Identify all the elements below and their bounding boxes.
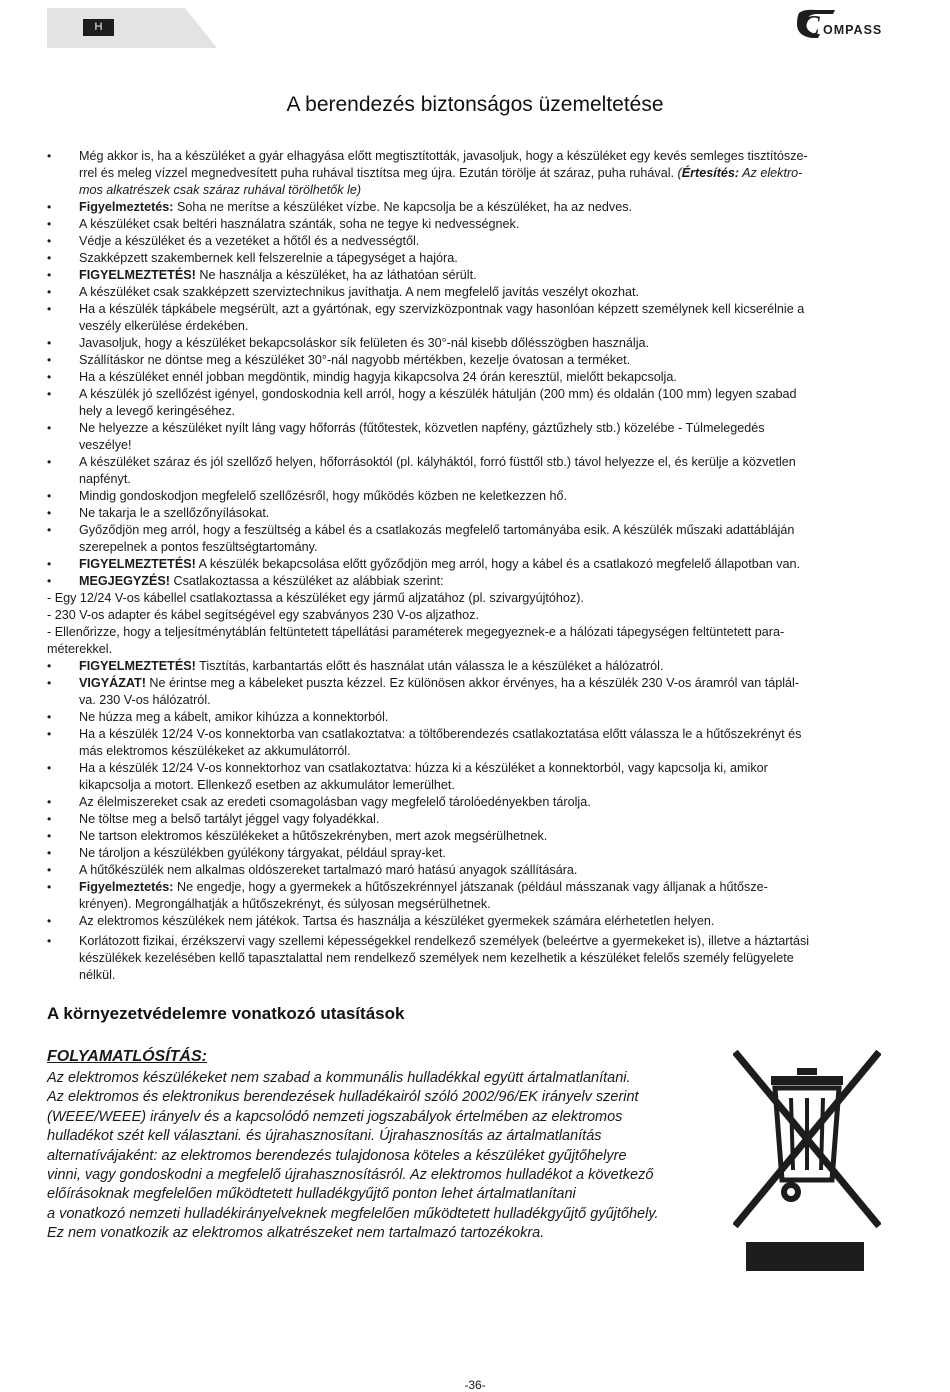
safety-item [47, 811, 903, 828]
safety-item-text: FIGYELMEZTETÉS! [79, 557, 196, 571]
logo-initial: C [801, 11, 820, 40]
recycling-line: előírásoknak megfelelően működtetett hulladékgyűjtő ponton lehet ártalmatlanítani [47, 1186, 576, 1203]
safety-item [47, 488, 903, 505]
safety-item [47, 879, 903, 913]
safety-item-text: más elektromos készülékeket az akkumulátorról. [79, 744, 351, 758]
safety-item-text: Mindig gondoskodjon megfelelő szellőzésről, hogy működés közben ne keletkezzen hő. [79, 489, 567, 503]
safety-item [47, 386, 903, 420]
recycling-line: alternatívájaként: az elektromos berendezés tulajdonosa köteles a készüléket gyűjtőhelyre [47, 1147, 627, 1164]
safety-item-text: napfényt. [79, 472, 131, 486]
safety-item-text: szerepelnek a pontos feszültségtartomány. [79, 540, 318, 554]
safety-item-text: veszély elkerülése érdekében. [79, 319, 249, 333]
safety-item [47, 862, 903, 879]
safety-item-text: Ne tároljon a készülékben gyúlékony tárgyakat, például spray-ket. [79, 846, 446, 860]
safety-item-text: Ne használja a készüléket, ha az láthatóan sérült. [195, 268, 477, 282]
safety-item-text: Figyelmeztetés: [79, 200, 174, 214]
safety-item-text: Ne engedje, hogy a gyermekek a hűtőszekrénnyel játszanak (például másszanak vagy álljanak a hűtősze- [173, 880, 768, 894]
safety-item [47, 267, 903, 284]
safety-item [47, 420, 903, 454]
safety-item [47, 675, 903, 709]
safety-item-text: - 230 V-os adapter és kábel segítségével egy szabványos 230 V-os aljzathoz. [47, 608, 479, 622]
safety-item [47, 250, 903, 267]
separate-collection-bar [746, 1242, 864, 1271]
safety-item-text: Értesítés: [681, 166, 740, 180]
safety-item-text: hely a levegő keringéséhez. [79, 404, 236, 418]
safety-item-text: Az elektro- [739, 166, 803, 180]
safety-item [47, 352, 903, 369]
safety-item [47, 845, 903, 862]
safety-item-text: mos alkatrészek csak száraz ruhával törölhetők le) [79, 183, 362, 197]
safety-item-text: veszélye! [79, 438, 132, 452]
safety-item-text: A készüléket száraz és jól szellőző helyen, hőforrásoktól (pl. kályháktól, forró füsttől stb.) távol helyezze el, és kerülje a közvetlen [79, 455, 796, 469]
safety-instructions-list [47, 148, 903, 984]
recycling-line: hulladékot szét kell választani. és újrahasznosítani. Újrahasznosítás az ártalmatlanítás [47, 1128, 602, 1145]
safety-item-text: Ne takarja le a szellőzőnyílásokat. [79, 506, 270, 520]
safety-item [47, 709, 903, 726]
safety-item-text: va. 230 V-os hálózatról. [79, 693, 211, 707]
safety-item-text: Soha ne merítse a készüléket vízbe. Ne kapcsolja be a készüléket, ha az nedves. [173, 200, 633, 214]
safety-item-text: Még akkor is, ha a készüléket a gyár elhagyása előtt megtisztították, javasoljuk, hogy a készüléket egy kevés semleges tisztítósze- [79, 149, 808, 163]
safety-item [47, 284, 903, 301]
safety-item-text: készülékek kezelésében kellő tapasztalattal nem rendelkező személyek nem kezelhetik a készüléket felelős személy felügyelete [79, 951, 794, 965]
recycling-line: a vonatkozó nemzeti hulladékirányelveknek megfelelően működtetett hulladékgyűjtő gyűjtőhely. [47, 1205, 659, 1222]
safety-item [47, 760, 903, 794]
safety-item-text: Csatlakoztassa a készüléket az alábbiak szerint: [169, 574, 444, 588]
header-band [47, 8, 217, 48]
safety-item-text: Tisztítás, karbantartás előtt és használat után válassza le a készüléket a hálózatról. [195, 659, 664, 673]
safety-item-text: MEGJEGYZÉS! [79, 574, 170, 588]
recycling-text [47, 1069, 737, 1244]
safety-item-text: méterekkel. [47, 642, 113, 656]
safety-item [47, 522, 903, 556]
safety-item-text: Ha a készülék tápkábele megsérült, azt a gyártónak, egy szervizközpontnak vagy hasonlóan képzett személynek kell kicserélnie a [79, 302, 805, 316]
safety-item-text: A készülék jó szellőzést igényel, gondoskodnia kell arról, hogy a készülék hátulján (200 mm) és oldalán (100 mm) legyen szabad [79, 387, 797, 401]
safety-item [47, 505, 903, 522]
safety-item-text: A hűtőkészülék nem alkalmas oldószereket tartalmazó maró hatású anyagok szállítására. [79, 863, 578, 877]
recycling-line: (WEEE/WEEE) irányelv és a kapcsolódó nemzeti jogszabályok értelmében az elektromos [47, 1108, 623, 1125]
safety-item-text: Szakképzett szakembernek kell felszerelnie a tápegységet a hajóra. [79, 251, 458, 265]
safety-item-text: nélkül. [79, 968, 116, 982]
safety-item [47, 301, 903, 335]
logo-text: OMPASS [823, 23, 883, 37]
recycling-line: vinni, vagy gondoskodni a megfelelő újrahasznosításról. Az elektromos hulladékot a következő [47, 1167, 654, 1184]
safety-item-text: Az élelmiszereket csak az eredeti csomagolásban vagy megfelelő tárolóedényekben tárolja. [79, 795, 591, 809]
safety-item-text: Az elektromos készülékek nem játékok. Tartsa és használja a készüléket gyermekek számára elérhetetlen helyen. [79, 914, 715, 928]
safety-item [47, 454, 903, 488]
safety-item-text: Ne érintse meg a kábeleket puszta kézzel. Ez különösen akkor érvényes, ha a készülék 230 V-os áramról van táplál- [145, 676, 800, 690]
safety-item-text: kikapcsolja a motort. Ellenkező esetben az akkumulátor lemerülhet. [79, 778, 455, 792]
recycling-line: Az elektromos és elektronikus berendezések hulladékairól szóló 2002/96/EK irányelv szerint [47, 1089, 639, 1106]
page-number: -36- [464, 1378, 486, 1392]
safety-item-text: Figyelmeztetés: [79, 880, 174, 894]
safety-item-text: FIGYELMEZTETÉS! [79, 268, 196, 282]
safety-item-text: A készüléket csak beltéri használatra szánták, soha ne tegye ki nedvességnek. [79, 217, 520, 231]
safety-item-text: Korlátozott fizikai, érzékszervi vagy szellemi képességekkel rendelkező személyek (beleértve a gyermekeket is), illetve a háztartási [79, 934, 810, 948]
safety-item [47, 148, 903, 199]
safety-item [47, 233, 903, 250]
safety-item-text: Javasoljuk, hogy a készüléket bekapcsoláskor sík felületen és 30°-nál kisebb dőlésszögben használja. [79, 336, 649, 350]
safety-item-text: Ne húzza meg a kábelt, amikor kihúzza a konnektorból. [79, 710, 389, 724]
safety-item-text: Győződjön meg arról, hogy a feszültség a kábel és a csatlakozás megfelelő tartományába esik. A készülék műszaki adattábláján [79, 523, 795, 537]
language-tag: H [83, 19, 114, 36]
environment-heading: A környezetvédelemre vonatkozó utasítások [47, 1004, 405, 1023]
safety-item [47, 216, 903, 233]
dash-item [47, 607, 903, 624]
safety-item [47, 658, 903, 675]
safety-item-text: Védje a készüléket és a vezetéket a hőtől és a nedvességtől. [79, 234, 420, 248]
safety-item-text: VIGYÁZAT! [79, 676, 146, 690]
safety-item-text: Ha a készüléket ennél jobban megdöntik, mindig hagyja kikapcsolva 24 órán keresztül, mielőtt bekapcsolja. [79, 370, 677, 384]
safety-item-text: krényen). Megrongálhatják a hűtőszekrényt, és súlyosan megsérülhetnek. [79, 897, 491, 911]
safety-item-text: A készülék bekapcsolása előtt győződjön meg arról, hogy a kábel és a csatlakozó megfelelő állapotban van. [195, 557, 801, 571]
safety-item [47, 573, 903, 590]
safety-item-text: Ne helyezze a készüléket nyílt láng vagy hőforrás (fűtőtestek, közvetlen napfény, gáztűzhely stb.) közelébe - Túlmelegedés [79, 421, 765, 435]
safety-item-text: Ne tartson elektromos készülékeket a hűtőszekrényben, mert azok megsérülhetnek. [79, 829, 548, 843]
recycling-heading: FOLYAMATLÓSÍTÁS: [47, 1048, 207, 1065]
safety-item-text: Ha a készülék 12/24 V-os konnektorhoz van csatlakoztatva: húzza ki a készüléket a konnektorból, vagy kapcsolja ki, amikor [79, 761, 768, 775]
page-title: A berendezés biztonságos üzemeltetése [286, 93, 664, 116]
dash-item [47, 590, 903, 607]
safety-item-text: Ne töltse meg a belső tartályt jéggel vagy folyadékkal. [79, 812, 380, 826]
safety-item-text: - Egy 12/24 V-os kábellel csatlakoztassa a készüléket egy jármű aljzatához (pl. szivargyújtóhoz). [47, 591, 584, 605]
safety-item [47, 913, 903, 930]
safety-item-text: - Ellenőrizze, hogy a teljesítménytáblán feltüntetett tápellátási paraméterek megegyeznek-e a hálózati tápegységen feltüntetett para- [47, 625, 785, 639]
safety-item-text: Szállításkor ne döntse meg a készüléket 30°-nál nagyobb mértékben, kezelje óvatosan a terméket. [79, 353, 631, 367]
safety-item [47, 556, 903, 573]
crossed-out-bin-icon [733, 1050, 881, 1228]
safety-item-text: rrel és meleg vízzel megnedvesített puha ruhával tisztítsa meg újra. Ezután törölje át száraz, puha ruhával. [79, 166, 678, 180]
compass-logo [795, 8, 903, 40]
safety-item-text: ( [677, 166, 682, 180]
safety-item [47, 828, 903, 845]
safety-item [47, 933, 903, 984]
recycling-line: Ez nem vonatkozik az elektromos alkatrészeket nem tartalmazó tartozékokra. [47, 1225, 545, 1242]
safety-item [47, 199, 903, 216]
safety-item [47, 794, 903, 811]
dash-item [47, 624, 903, 658]
safety-item [47, 335, 903, 352]
safety-item-text: Ha a készülék 12/24 V-os konnektorba van csatlakoztatva: a töltőberendezés csatlakoztatása előtt válassza le a hűtőszekrényt és [79, 727, 802, 741]
safety-item-text: A készüléket csak szakképzett szerviztechnikus javíthatja. A nem megfelelő javítás veszélyt okozhat. [79, 285, 639, 299]
recycling-line: Az elektromos készülékeket nem szabad a kommunális hulladékkal együtt ártalmatlanítani. [47, 1070, 631, 1086]
safety-item [47, 369, 903, 386]
safety-item-text: FIGYELMEZTETÉS! [79, 659, 196, 673]
safety-item [47, 726, 903, 760]
